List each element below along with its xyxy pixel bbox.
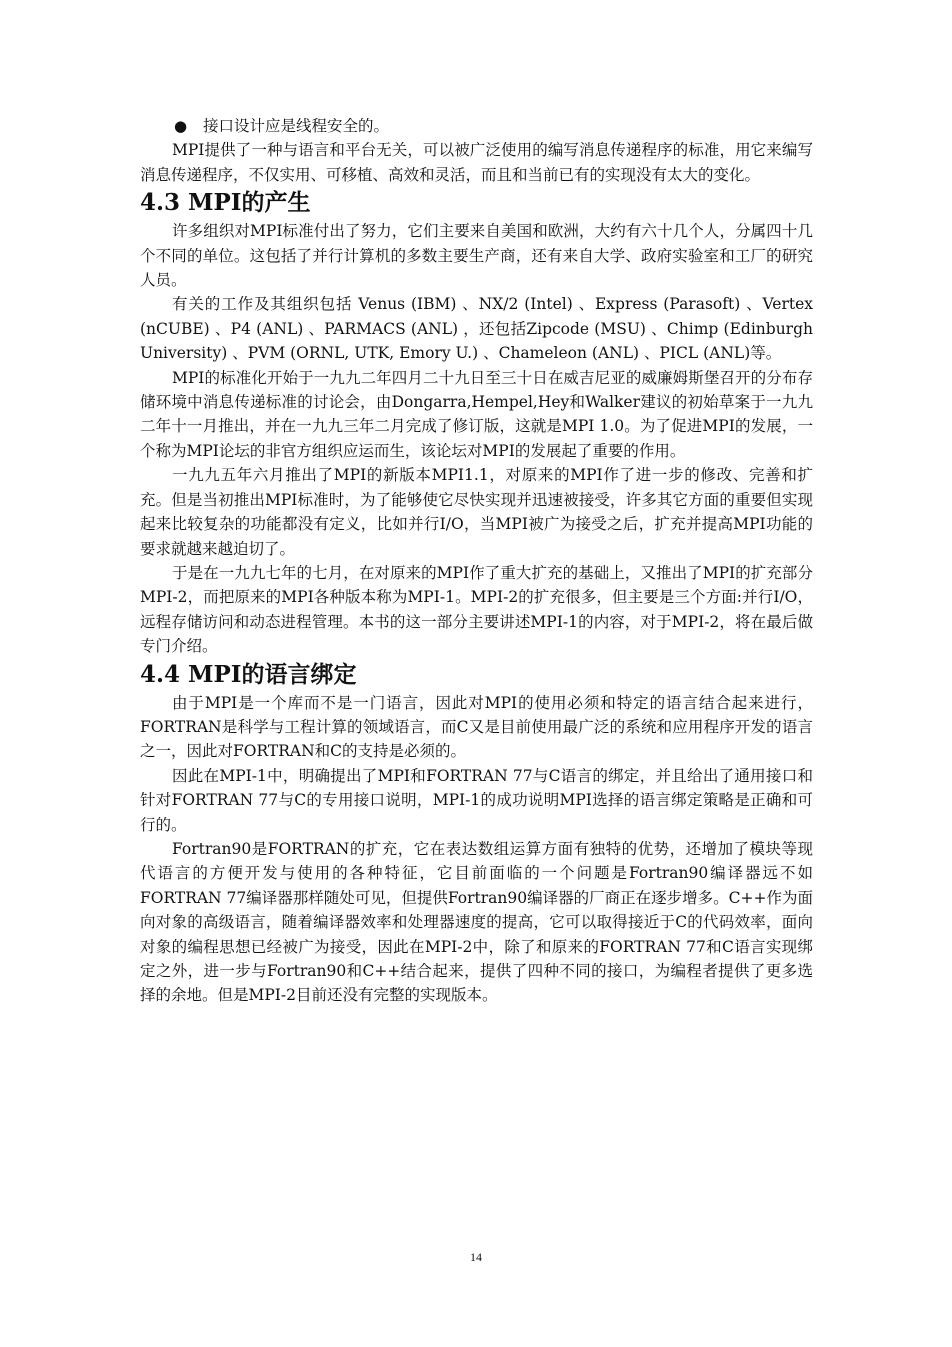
section-heading-4-3: 4.3 MPI的产生 <box>140 189 311 217</box>
intro-paragraph: MPI提供了一种与语言和平台无关，可以被广泛使用的编写消息传递程序的标准，用它来编写消息传递程序，不仅实用、可移植、高效和灵活，而且和当前已有的实现没有太大的变化。 <box>140 141 813 184</box>
paragraph: 有关的工作及其组织包括 Venus (IBM) 、NX/2 (Intel) 、Express (Parasoft) 、Vertex (nCUBE) 、P4 (ANL) 、PARMACS (ANL) ，还包括Zipcode (MSU) 、Chimp (Edinburgh University) 、PVM (ORNL, UTK, Emory U.) 、Chameleon (ANL) 、PICL (ANL)等。 <box>140 295 813 363</box>
page-number: 14 <box>470 1250 482 1264</box>
paragraph: 因此在MPI-1中，明确提出了MPI和FORTRAN 77与C语言的绑定，并且给出了通用接口和针对FORTRAN 77与C的专用接口说明，MPI-1的成功说明MPI选择的语言绑定策略是正确和可行的。 <box>140 766 813 834</box>
section-heading-4-4: 4.4 MPI的语言绑定 <box>140 660 357 688</box>
bullet-item <box>140 114 813 138</box>
paragraph: 一九九五年六月推出了MPI的新版本MPI1.1，对原来的MPI作了进一步的修改、完善和扩充。但是当初推出MPI标准时，为了能够使它尽快实现并迅速被接受，许多其它方面的重要但实现起来比较复杂的功能都没有定义，比如并行I/O，当MPI被广为接受之后，扩充并提高MPI功能的要求就越来越迫切了。 <box>140 466 813 558</box>
bullet-icon: ● <box>174 117 188 135</box>
paragraph: Fortran90是FORTRAN的扩充，它在表达数组运算方面有独特的优势，还增加了模块等现代语言的方便开发与使用的各种特征，它目前面临的一个问题是Fortran90编译器远不如FORTRAN 77编译器那样随处可见，但提供Fortran90编译器的厂商正在逐步增多。C++作为面向对象的高级语言，随着编译器效率和处理器速度的提高，它可以取得接近于C的代码效率，面向对象的编程思想已经被广为接受，因此在MPI-2中，除了和原来的FORTRAN 77和C语言实现绑定之外，进一步与Fortran90和C++结合起来，提供了四种不同的接口，为编程者提供了更多选择的余地。但是MPI-2目前还没有完整的实现版本。 <box>140 839 813 1005</box>
bullet-text: 接口设计应是线程安全的。 <box>203 117 390 135</box>
page-content <box>140 114 813 1008</box>
paragraph: 于是在一九九七年的七月，在对原来的MPI作了重大扩充的基础上，又推出了MPI的扩充部分MPI-2，而把原来的MPI各种版本称为MPI-1。MPI-2的扩充很多，但主要是三个方面:并行I/O，远程存储访问和动态进程管理。本书的这一部分主要讲述MPI-1的内容，对于MPI-2，将在最后做专门介绍。 <box>140 563 813 656</box>
paragraph: 许多组织对MPI标准付出了努力，它们主要来自美国和欧洲，大约有六十几个人，分属四十几个不同的单位。这包括了并行计算机的多数主要生产商，还有来自大学、政府实验室和工厂的研究人员。 <box>140 222 813 290</box>
paragraph: 由于MPI是一个库而不是一门语言，因此对MPI的使用必须和特定的语言结合起来进行，FORTRAN是科学与工程计算的领域语言，而C又是目前使用最广泛的系统和应用程序开发的语言之一，因此对FORTRAN和C的支持是必须的。 <box>140 693 813 761</box>
paragraph: MPI的标准化开始于一九九二年四月二十九日至三十日在威吉尼亚的威廉姆斯堡召开的分布存储环境中消息传递标准的讨论会，由Dongarra,Hempel,Hey和Walker建议的初始草案于一九九二年十一月推出，并在一九九三年二月完成了修订版，这就是MPI 1.0。为了促进MPI的发展，一个称为MPI论坛的非官方组织应运而生，该论坛对MPI的发展起了重要的作用。 <box>140 368 813 460</box>
